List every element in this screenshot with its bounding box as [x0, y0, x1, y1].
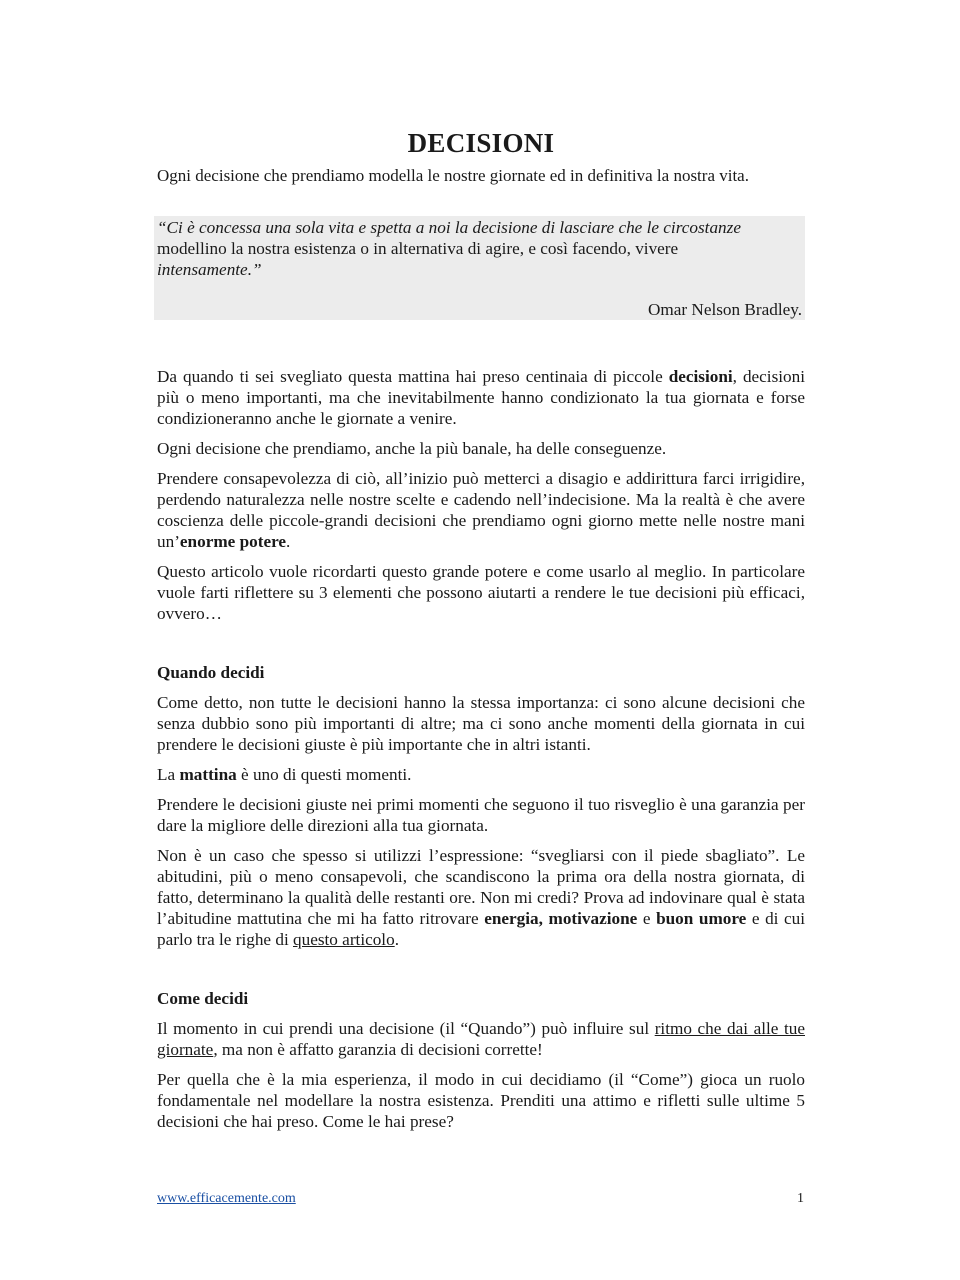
text-run: . [286, 532, 291, 551]
text-run: Il momento in cui prendi una decisione (il “Quando”) può influire sul [157, 1019, 655, 1038]
text-run: . [394, 930, 399, 949]
intro-paragraph-2: Ogni decisione che prendiamo, anche la più banale, ha delle conseguenze. [157, 439, 667, 458]
ritmo-giornate-link[interactable]: ritmo che dai alle tue giornate [157, 1019, 805, 1059]
text-run: e [637, 909, 657, 928]
quote-text [157, 216, 802, 280]
text-run: è uno di questi momenti. [236, 765, 412, 784]
bold-buon-umore: buon umore [656, 909, 747, 928]
text-run: La [157, 765, 180, 784]
bold-mattina: mattina [179, 765, 237, 784]
intro-paragraph-3 [157, 468, 805, 552]
intro-paragraph-1 [157, 366, 805, 429]
section-heading-quando: Quando decidi [157, 663, 265, 682]
text-run: Non è un caso che spesso si utilizzi l’espressione: “svegliarsi con il piede sbagliato”. Le abitudini, più o meno consapevoli, che scandiscono la prima ora della nostra giornata, di fatto, determinano la qualità delle restanti ore. Non mi credi? Prova ad indovinare qual è stata l’abitudine mattutina che mi ha fatto ritrovare [157, 846, 805, 928]
page-number: 1 [797, 1191, 804, 1206]
subtitle: Ogni decisione che prendiamo modella le nostre giornate ed in definitiva la nostra vita. [157, 166, 749, 185]
intro-paragraph-4: Questo articolo vuole ricordarti questo grande potere e come usarlo al meglio. In particolare vuole farti riflettere su 3 elementi che possono aiutarti a rendere le tue decisioni più efficaci, ovvero… [157, 562, 805, 623]
text-run: Da quando ti sei svegliato questa mattina hai preso centinaia di piccole [157, 367, 669, 386]
quando-paragraph-2 [157, 764, 805, 785]
questo-articolo-link[interactable]: questo articolo [293, 930, 395, 949]
text-run: , decisioni più o meno importanti, ma che inevitabilmente hanno condizionato la tua giornata e forse condizioneranno anche le giornate a venire. [157, 367, 805, 428]
bold-energia: energia [484, 909, 539, 928]
quando-paragraph-4 [157, 845, 805, 950]
quote-box [154, 216, 805, 320]
section-heading-come: Come decidi [157, 989, 249, 1008]
text-run: e di cui parlo tra le righe di [157, 909, 806, 949]
come-paragraph-2: Per quella che è la mia esperienza, il modo in cui decidiamo (il “Come”) gioca un ruolo fondamentale nel modellare la nostra esistenza. Prenditi una attimo e rifletti sulle ultime 5 decisioni che hai preso. Come le hai prese? [157, 1070, 805, 1131]
quando-paragraph-1: Come detto, non tutte le decisioni hanno la stessa importanza: ci sono alcune decisioni che senza dubbio sono più importanti di altre; ma ci sono anche momenti della giornata in cui prendere le decisioni giuste è più importante che in altri istanti. [157, 693, 805, 754]
come-paragraph-1 [157, 1018, 805, 1060]
quote-author: Omar Nelson Bradley. [647, 300, 802, 319]
bold-motivazione: motivazione [548, 909, 638, 928]
text-run: , ma non è affatto garanzia di decisioni corrette! [213, 1040, 543, 1059]
bold-enorme-potere: enorme potere [179, 532, 287, 551]
footer-website-link[interactable]: www.efficacemente.com [157, 1191, 296, 1206]
text-run: Prendere consapevolezza di ciò, all’inizio può metterci a disagio e addirittura farci irrigidire, perdendo naturalezza nelle nostre scelte e cadendo nell’indecisione. Ma la realtà è che avere coscienza delle piccole-grandi decisioni che prendiamo ogni giorno mette nelle nostre mani un’ [157, 469, 805, 551]
page-title: DECISIONI [407, 128, 555, 158]
quote-line-3: intensamente.” [157, 260, 262, 279]
quote-line-1: “Ci è concessa una sola vita e spetta a noi la decisione di lasciare che le circostanze [157, 218, 741, 237]
text-run: , [538, 909, 549, 928]
page-content [157, 128, 805, 1132]
quando-paragraph-3: Prendere le decisioni giuste nei primi momenti che seguono il tuo risveglio è una garanzia per dare la migliore delle direzioni alla tua giornata. [157, 795, 805, 835]
bold-decisioni: decisioni [668, 367, 733, 386]
quote-line-2: modellino la nostra esistenza o in alternativa di agire, e così facendo, vivere [157, 239, 679, 258]
